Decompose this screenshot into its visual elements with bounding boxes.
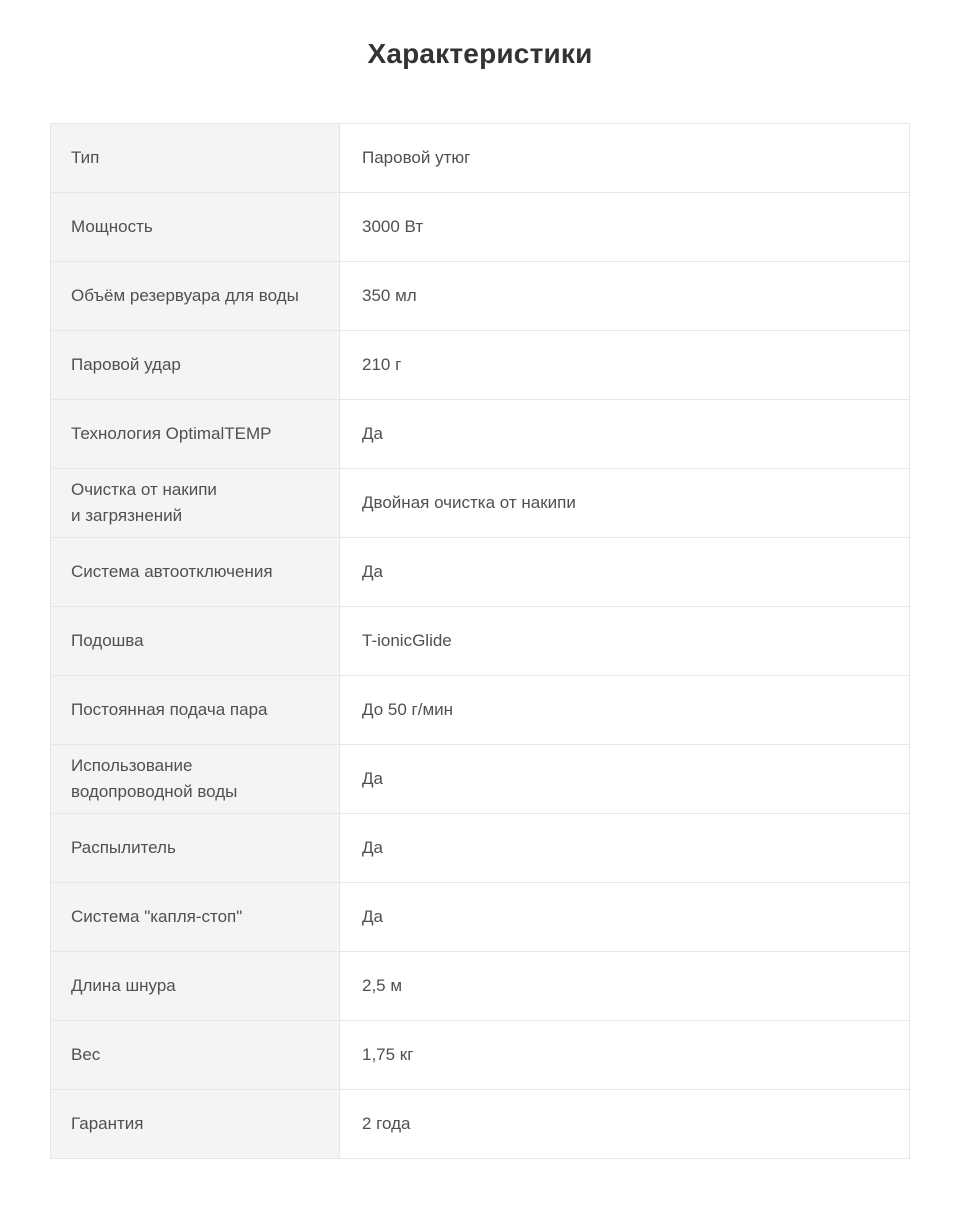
table-row bbox=[51, 193, 910, 262]
spec-label: Распылитель bbox=[51, 814, 340, 883]
spec-value: Да bbox=[340, 538, 910, 607]
spec-label: Гарантия bbox=[51, 1090, 340, 1159]
table-row bbox=[51, 1090, 910, 1159]
spec-label: Использование водопроводной воды bbox=[51, 745, 340, 814]
spec-label: Очистка от накипи и загрязнений bbox=[51, 469, 340, 538]
spec-label: Подошва bbox=[51, 607, 340, 676]
table-row bbox=[51, 952, 910, 1021]
spec-label: Система "капля-стоп" bbox=[51, 883, 340, 952]
specifications-table bbox=[50, 123, 910, 1159]
spec-value: 1,75 кг bbox=[340, 1021, 910, 1090]
spec-label: Технология OptimalTEMP bbox=[51, 400, 340, 469]
table-row bbox=[51, 607, 910, 676]
table-row bbox=[51, 814, 910, 883]
table-row bbox=[51, 676, 910, 745]
table-row bbox=[51, 331, 910, 400]
spec-value: 2,5 м bbox=[340, 952, 910, 1021]
spec-label: Вес bbox=[51, 1021, 340, 1090]
spec-value: Да bbox=[340, 883, 910, 952]
table-row bbox=[51, 883, 910, 952]
spec-value: T-ionicGlide bbox=[340, 607, 910, 676]
spec-value: 3000 Вт bbox=[340, 193, 910, 262]
page-title: Характеристики bbox=[367, 38, 593, 69]
spec-label: Тип bbox=[51, 124, 340, 193]
spec-value: 2 года bbox=[340, 1090, 910, 1159]
spec-label: Паровой удар bbox=[51, 331, 340, 400]
spec-label: Объём резервуара для воды bbox=[51, 262, 340, 331]
spec-label: Мощность bbox=[51, 193, 340, 262]
spec-value: Паровой утюг bbox=[340, 124, 910, 193]
spec-label: Постоянная подача пара bbox=[51, 676, 340, 745]
spec-value: Да bbox=[340, 400, 910, 469]
spec-label: Длина шнура bbox=[51, 952, 340, 1021]
table-row bbox=[51, 262, 910, 331]
table-row bbox=[51, 400, 910, 469]
spec-value: Да bbox=[340, 814, 910, 883]
spec-label: Система автоотключения bbox=[51, 538, 340, 607]
spec-value: Двойная очистка от накипи bbox=[340, 469, 910, 538]
table-row bbox=[51, 124, 910, 193]
table-row bbox=[51, 538, 910, 607]
spec-value: 350 мл bbox=[340, 262, 910, 331]
table-row bbox=[51, 745, 910, 814]
spec-value: Да bbox=[340, 745, 910, 814]
spec-value: До 50 г/мин bbox=[340, 676, 910, 745]
table-row bbox=[51, 469, 910, 538]
spec-value: 210 г bbox=[340, 331, 910, 400]
table-row bbox=[51, 1021, 910, 1090]
